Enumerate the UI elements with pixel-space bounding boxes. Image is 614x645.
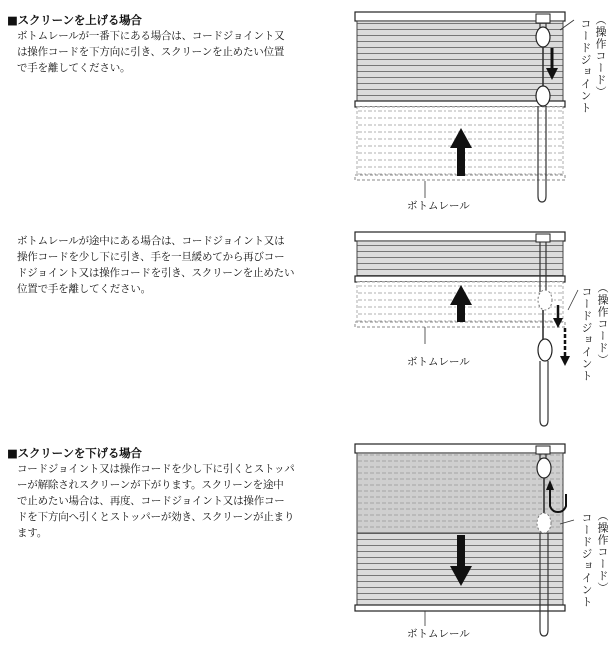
label-operation-cord: （操作コード） xyxy=(596,282,609,366)
figure-lower-screen xyxy=(355,444,574,636)
label-bottom-rail: ボトムレール xyxy=(407,356,470,368)
label-cord-joint: コードジョイント xyxy=(579,18,592,114)
text-line: コードジョイント又は操作コードを少し下に引くとストッパ xyxy=(17,463,295,475)
label-bottom-rail: ボトムレール xyxy=(407,200,470,212)
label-bottom-rail: ボトムレール xyxy=(407,628,470,640)
figure-raise-from-bottom xyxy=(355,12,574,202)
text-line: で手を離してください。 xyxy=(17,62,131,74)
label-operation-cord: （操作コード） xyxy=(596,510,609,594)
text-line: ーが解除されスクリーンが下がります。スクリーンを途中 xyxy=(17,479,284,491)
heading-raise-screen: ■スクリーンを上げる場合 xyxy=(7,13,142,27)
label-cord-joint: コードジョイント xyxy=(580,286,593,382)
label-cord-joint: コードジョイント xyxy=(580,512,593,608)
heading-lower-screen: ■スクリーンを下げる場合 xyxy=(7,446,142,460)
text-line: 操作コードを少し下に引き、手を一旦緩めてから再びコー xyxy=(17,251,285,263)
text-line: ボトムレールが途中にある場合は、コードジョイント又は xyxy=(17,235,285,247)
figure-raise-from-middle xyxy=(355,232,578,426)
text-line: ボトムレールが一番下にある場合は、コードジョイント又 xyxy=(17,30,285,42)
text-line: は操作コードを下方向に引き、スクリーンを止めたい位置 xyxy=(17,46,285,58)
text-line: ドを下方向へ引くとストッパーが効き、スクリーンが止まり xyxy=(17,511,295,523)
text-line: ドジョイント又は操作コードを引き、スクリーンを止めたい xyxy=(17,267,295,279)
text-line: で止めたい場合は、再度、コードジョイント又は操作コー xyxy=(17,495,285,507)
text-line: ます。 xyxy=(17,527,48,539)
label-operation-cord: （操作コード） xyxy=(594,14,607,98)
text-line: 位置で手を離してください。 xyxy=(17,283,151,295)
